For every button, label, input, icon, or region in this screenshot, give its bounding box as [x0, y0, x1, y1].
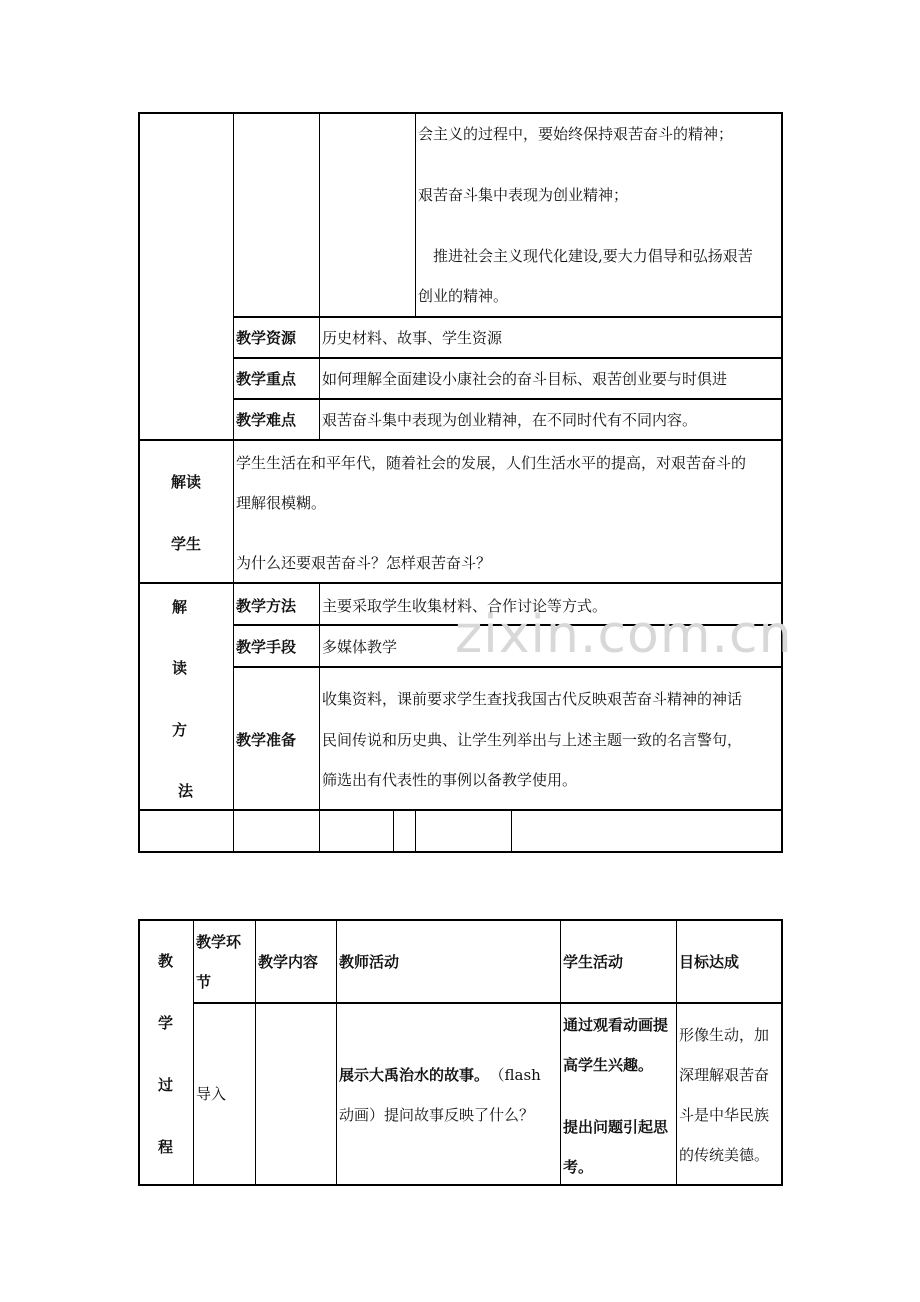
header-goal: 目标达成 — [679, 953, 740, 971]
student-label-2: 学生 — [171, 535, 202, 553]
method-side-3: 方 — [172, 721, 188, 739]
goal-cell-1: 形像生动，加 — [679, 1026, 770, 1044]
prep-line-2: 民间传说和历史典、让学生列举出与上述主题一致的名言警句， — [322, 731, 743, 749]
goal-cell-3: 斗是中华民族 — [679, 1106, 770, 1124]
method-value: 主要采取学生收集材料、合作讨论等方式。 — [322, 597, 608, 615]
method-side-1: 解 — [172, 598, 188, 616]
student-activity-3: 提出问题引起思 — [563, 1118, 669, 1136]
resource-value: 历史材料、故事、学生资源 — [322, 329, 503, 347]
header-content: 教学内容 — [258, 953, 319, 971]
header-teacher: 教师活动 — [339, 953, 400, 971]
goal-line-1: 会主义的过程中，要始终保持艰苦奋斗的精神； — [418, 125, 734, 143]
student-text-3: 为什么还要艰苦奋斗？怎样艰苦奋斗？ — [236, 554, 492, 572]
student-text-2: 理解很模糊。 — [236, 494, 327, 512]
student-label-1: 解读 — [171, 473, 202, 491]
goal-line-3: 推进社会主义现代化建设,要大力倡导和弘扬艰苦 — [433, 247, 753, 265]
student-activity-4: 考。 — [563, 1158, 594, 1176]
process-side-2: 学 — [158, 1014, 174, 1032]
difficulty-label: 教学难点 — [236, 411, 297, 429]
focus-label: 教学重点 — [236, 370, 297, 388]
header-stage-1: 教学环 — [196, 933, 242, 951]
prep-label: 教学准备 — [236, 731, 297, 749]
teacher-line-2: 动画）提问故事反映了什么？ — [339, 1106, 535, 1124]
teacher-line-1 — [339, 1065, 541, 1085]
goal-cell-4: 的传统美德。 — [679, 1146, 770, 1164]
teacher-rest: （flash — [497, 1066, 541, 1084]
student-text-1: 学生生活在和平年代，随着社会的发展，人们生活水平的提高，对艰苦奋斗的 — [236, 454, 747, 472]
resource-label: 教学资源 — [236, 329, 297, 347]
prep-line-1: 收集资料，课前要求学生查找我国古代反映艰苦奋斗精神的神话 — [322, 690, 743, 708]
header-student: 学生活动 — [563, 953, 624, 971]
difficulty-value: 艰苦奋斗集中表现为创业精神，在不同时代有不同内容。 — [322, 411, 698, 429]
focus-value: 如何理解全面建设小康社会的奋斗目标、艰苦创业要与时俱进 — [322, 370, 728, 388]
goal-cell-2: 深理解艰苦奋 — [679, 1066, 770, 1084]
method-label: 教学方法 — [236, 597, 297, 615]
process-side-4: 程 — [158, 1138, 174, 1156]
method-side-2: 读 — [172, 659, 188, 677]
process-side-1: 教 — [158, 952, 174, 970]
student-activity-1: 通过观看动画提 — [563, 1016, 669, 1034]
process-side-3: 过 — [158, 1076, 174, 1094]
goal-line-4: 创业的精神。 — [418, 287, 509, 305]
header-stage-2: 节 — [196, 973, 212, 991]
goal-line-2: 艰苦奋斗集中表现为创业精神； — [418, 186, 629, 204]
stage-cell: 导入 — [196, 1085, 227, 1103]
teacher-bold: 展示大禹治水的故事。 — [339, 1066, 490, 1084]
means-value: 多媒体教学 — [322, 638, 398, 656]
means-label: 教学手段 — [236, 638, 297, 656]
watermark: zixin.com.cn — [455, 605, 793, 665]
prep-line-3: 筛选出有代表性的事例以备教学使用。 — [322, 771, 578, 789]
method-side-4: 法 — [178, 782, 194, 800]
student-activity-2: 高学生兴趣。 — [563, 1056, 654, 1074]
